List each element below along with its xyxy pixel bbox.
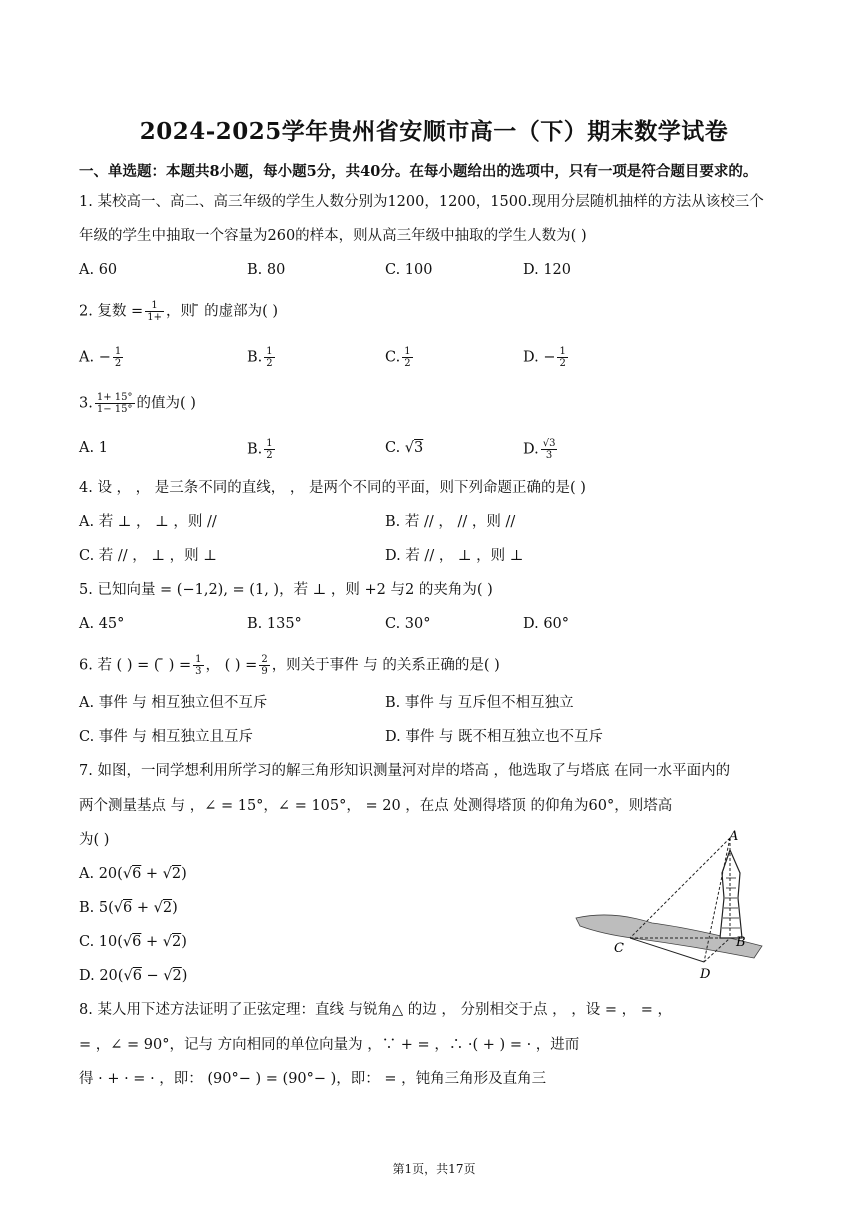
q1-line1: 1. 某校高一、高二、高三年级的学生人数分别为1200，1200，1500.现用分层随机抽样的方法从该校三个	[79, 194, 764, 210]
label-b: B	[736, 935, 746, 950]
q2-prefix: 2. 复数 =	[79, 303, 144, 320]
q3-prefix: 3.	[79, 395, 93, 412]
q2-fraction	[145, 300, 164, 323]
tower-figure	[572, 828, 772, 983]
q6-option-c: C. 事件 与 相互独立且互斥	[79, 729, 254, 745]
q3-stem	[79, 392, 196, 415]
q4-option-a: A. 若 ⊥ ， ⊥ ，则 //	[79, 514, 217, 530]
q6-stem: 6. 若 ( ) = ( ̄ ) = $\frac{1}{3}$ ， ( ) = $\frac{2}{9}$ ，则关于事件 与 的关系正确的是( )	[79, 654, 500, 677]
q7-option-b: B. 5(√6 + √2)	[79, 900, 178, 916]
q2-option-d: D. − $\frac{1}{2}$	[523, 346, 566, 369]
q6-option-a: A. 事件 与 相互独立但不互斥	[79, 695, 268, 711]
q4-line1: 4. 设 ， ， 是三条不同的直线， ， 是两个不同的平面，则下列命题正确的是( )	[79, 480, 586, 496]
q5-line1: 5. 已知向量 = (−1,2), = (1, )，若 ⊥ ，则 +2 与2 的夹角为( )	[79, 582, 493, 598]
q1-option-c: C. 100	[385, 262, 433, 278]
q7-line1: 7. 如图，一同学想利用所学习的解三角形知识测量河对岸的塔高 ，他选取了与塔底 在同一水平面内的	[79, 763, 731, 779]
q5-option-c: C. 30°	[385, 616, 431, 632]
q7-option-d: D. 20(√6 − √2)	[79, 968, 188, 984]
q3-option-b: B. $\frac{1}{2}$	[247, 438, 273, 461]
q3-fraction: $\frac{1+ 15^\circ}{1- 15^\circ}$	[96, 392, 133, 415]
q2-frac-den: 1+	[147, 312, 162, 323]
q5-option-d: D. 60°	[523, 616, 570, 632]
label-a: A	[729, 829, 739, 844]
q3-suffix: 的值为( )	[136, 395, 196, 412]
q7-option-c: C. 10(√6 + √2)	[79, 934, 187, 950]
q1-option-b: B. 80	[247, 262, 286, 278]
label-d: D	[700, 967, 711, 982]
q5-option-a: A. 45°	[79, 616, 125, 632]
q5-option-b: B. 135°	[247, 616, 302, 632]
q4-option-d: D. 若 // ， ⊥ ，则 ⊥	[385, 548, 524, 564]
q4-option-b: B. 若 // ， // ，则 //	[385, 514, 516, 530]
q2-frac-num: 1	[145, 300, 164, 312]
q4-option-c: C. 若 // ， ⊥ ，则 ⊥	[79, 548, 217, 564]
tower-shape	[720, 850, 742, 938]
q7-line2: 两个测量基点 与 ，∠ = 15°，∠ = 105°， = 20 ，在点 处测得塔顶 的仰角为60°，则塔高	[79, 798, 673, 814]
exam-title: 2024-2025学年贵州省安顺市高一（下）期末数学试卷	[139, 118, 729, 145]
q2-stem	[79, 300, 278, 323]
section-header: 一、单选题：本题共8小题，每小题5分，共40分。在每小题给出的选项中，只有一项是符合题目要求的。	[79, 163, 758, 180]
q8-line3: 得 · + · = · ，即： (90°− ) = (90°− )，即： = ，钝角三角形及直角三	[79, 1071, 547, 1087]
q2-suffix: ，则 ̄ 的虚部为( )	[165, 303, 279, 320]
q2-option-c: C. $\frac{1}{2}$	[385, 346, 411, 369]
q8-line2: = ，∠ = 90°，记与 方向相同的单位向量为 ，∵ + = ，∴ ·( + ) = · ，进而	[79, 1037, 580, 1053]
q1-option-a: A. 60	[79, 262, 118, 278]
q3-option-c: C. √3	[385, 440, 424, 456]
q1-option-d: D. 120	[523, 262, 572, 278]
q3-option-d: D. $\frac{√3}{3}$	[523, 438, 556, 461]
q6-option-b: B. 事件 与 互斥但不相互独立	[385, 695, 574, 711]
q1-line2: 年级的学生中抽取一个容量为260的样本，则从高三年级中抽取的学生人数为( )	[79, 228, 587, 244]
q6-option-d: D. 事件 与 既不相互独立也不互斥	[385, 729, 604, 745]
page-footer: 第1页，共17页	[392, 1162, 476, 1176]
label-c: C	[614, 941, 624, 956]
q8-line1: 8. 某人用下述方法证明了正弦定理：直线 与锐角△ 的边 ， 分别相交于点 ， ，设 = ， = ，	[79, 1002, 672, 1018]
q2-option-a: A. − $\frac{1}{2}$	[79, 346, 122, 369]
q7-option-a: A. 20(√6 + √2)	[79, 866, 187, 882]
q2-option-b: B. $\frac{1}{2}$	[247, 346, 273, 369]
q3-option-a: A. 1	[79, 440, 108, 456]
q7-line3: 为( )	[79, 832, 110, 848]
